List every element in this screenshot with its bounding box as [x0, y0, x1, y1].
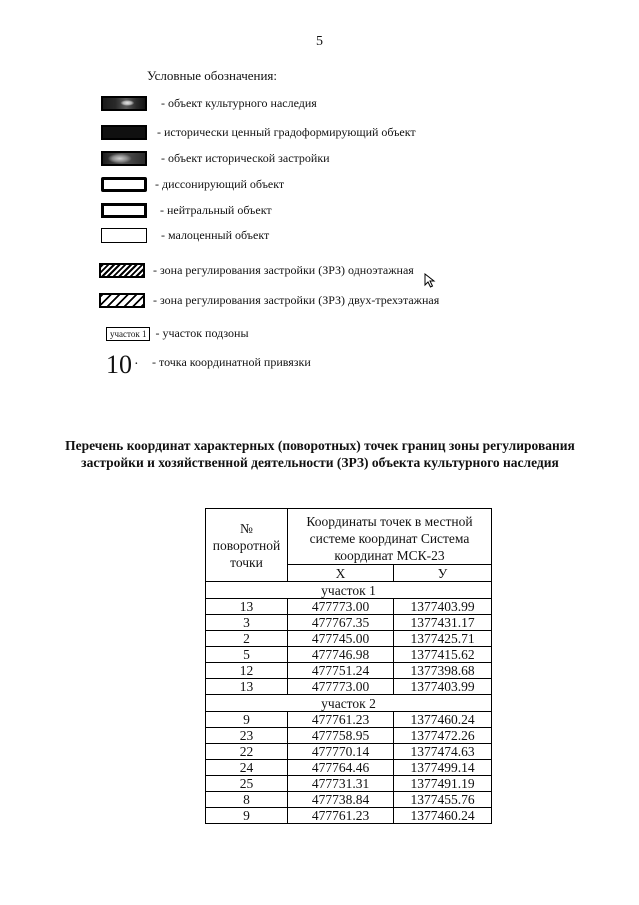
legend-cultural-heritage: [101, 96, 317, 111]
cultural-heritage-swatch-icon: [101, 96, 147, 111]
section-row: [206, 695, 492, 712]
y-coordinate-cell: 1377425.71: [394, 631, 492, 647]
legend-zone-one-storey-label: - зона регулирования застройки (ЗРЗ) одноэтажная: [153, 263, 414, 277]
table-row: [206, 760, 492, 776]
point-sample-number: 10: [106, 350, 132, 379]
x-coordinate-cell: 477758.95: [288, 728, 394, 744]
point-number-cell: 8: [206, 792, 288, 808]
y-coordinate-cell: 1377403.99: [394, 679, 492, 695]
legend-cultural-heritage-label: - объект культурного наследия: [161, 96, 317, 110]
x-coordinate-cell: 477761.23: [288, 712, 394, 728]
x-coordinate-cell: 477745.00: [288, 631, 394, 647]
x-coordinate-cell: 477770.14: [288, 744, 394, 760]
header-x: X: [288, 565, 394, 582]
x-coordinate-cell: 477751.24: [288, 663, 394, 679]
section-row: [206, 582, 492, 599]
legend-neutral: [101, 203, 272, 218]
legend-low-value-label: - малоценный объект: [161, 228, 270, 242]
section-label: участок 2: [206, 695, 492, 712]
table-row: [206, 647, 492, 663]
legend-point: [106, 352, 311, 378]
legend-historic-building-label: - объект исторической застройки: [161, 151, 330, 165]
point-number-cell: 9: [206, 808, 288, 824]
table-row: [206, 712, 492, 728]
y-coordinate-cell: 1377472.26: [394, 728, 492, 744]
neutral-object-swatch-icon: [101, 203, 147, 218]
x-coordinate-cell: 477767.35: [288, 615, 394, 631]
y-coordinate-cell: 1377491.19: [394, 776, 492, 792]
point-dot-icon: ·: [134, 357, 139, 372]
point-number-cell: 9: [206, 712, 288, 728]
x-coordinate-cell: 477764.46: [288, 760, 394, 776]
y-coordinate-cell: 1377460.24: [394, 808, 492, 824]
y-coordinate-cell: 1377499.14: [394, 760, 492, 776]
y-coordinate-cell: 1377455.76: [394, 792, 492, 808]
coordinates-table: [205, 508, 492, 824]
legend-low-value: [101, 228, 269, 243]
legend-zone-two-three-storey-label: - зона регулирования застройки (ЗРЗ) двух-трехэтажная: [153, 293, 440, 307]
low-value-object-swatch-icon: [101, 228, 147, 243]
table-row: [206, 808, 492, 824]
legend-zone-two-three-storey: [99, 293, 439, 308]
table-row: [206, 728, 492, 744]
y-coordinate-cell: 1377474.63: [394, 744, 492, 760]
legend-city-forming-label: - исторически ценный градоформирующий объект: [157, 125, 416, 139]
point-number-cell: 5: [206, 647, 288, 663]
y-coordinate-cell: 1377403.99: [394, 599, 492, 615]
x-coordinate-cell: 477738.84: [288, 792, 394, 808]
historic-building-swatch-icon: [101, 151, 147, 166]
legend-city-forming: [101, 125, 416, 140]
header-y: У: [394, 565, 492, 582]
table-row: [206, 744, 492, 760]
x-coordinate-cell: 477746.98: [288, 647, 394, 663]
y-coordinate-cell: 1377415.62: [394, 647, 492, 663]
point-sample: [106, 352, 152, 378]
legend-dissonant-label: - диссонирующий объект: [155, 177, 285, 191]
y-coordinate-cell: 1377460.24: [394, 712, 492, 728]
table-row: [206, 776, 492, 792]
table-title: Перечень координат характерных (поворотных) точек границ зоны регулирования застройки и хозяйственной деятельности (ЗРЗ) объекта культурного наследия: [65, 438, 575, 470]
point-number-cell: 23: [206, 728, 288, 744]
point-number-cell: 2: [206, 631, 288, 647]
table-row: [206, 792, 492, 808]
mouse-cursor-icon: [424, 273, 436, 289]
x-coordinate-cell: 477773.00: [288, 599, 394, 615]
zone-one-storey-hatch-icon: [99, 263, 145, 278]
legend-zone-one-storey: [99, 263, 414, 278]
table-row: [206, 615, 492, 631]
y-coordinate-cell: 1377431.17: [394, 615, 492, 631]
point-number-cell: 12: [206, 663, 288, 679]
dissonant-object-swatch-icon: [101, 177, 147, 192]
coordinates-table-body: [206, 582, 492, 824]
y-coordinate-cell: 1377398.68: [394, 663, 492, 679]
legend-dissonant: [101, 177, 284, 192]
point-number-cell: 22: [206, 744, 288, 760]
section-label: участок 1: [206, 582, 492, 599]
table-row: [206, 679, 492, 695]
city-forming-object-swatch-icon: [101, 125, 147, 140]
point-number-cell: 25: [206, 776, 288, 792]
legend-title: Условные обозначения:: [147, 68, 278, 83]
legend-subzone-label: - участок подзоны: [155, 326, 249, 340]
table-row: [206, 599, 492, 615]
point-number-cell: 13: [206, 679, 288, 695]
header-coordinate-system: Координаты точек в местной системе координат Система координат МСК-23: [288, 509, 492, 565]
x-coordinate-cell: 477761.23: [288, 808, 394, 824]
legend-historic-building: [101, 151, 330, 166]
point-number-cell: 13: [206, 599, 288, 615]
legend-neutral-label: - нейтральный объект: [160, 203, 272, 217]
legend-point-label: - точка координатной привязки: [152, 355, 311, 369]
x-coordinate-cell: 477773.00: [288, 679, 394, 695]
point-number-cell: 24: [206, 760, 288, 776]
page-number: 5: [316, 34, 323, 49]
table-row: [206, 631, 492, 647]
legend-subzone: [106, 326, 249, 341]
x-coordinate-cell: 477731.31: [288, 776, 394, 792]
zone-two-three-storey-hatch-icon: [99, 293, 145, 308]
point-number-cell: 3: [206, 615, 288, 631]
subzone-sample-label: участок 1: [106, 327, 150, 341]
header-point-number: № поворотной точки: [206, 509, 288, 582]
table-row: [206, 663, 492, 679]
